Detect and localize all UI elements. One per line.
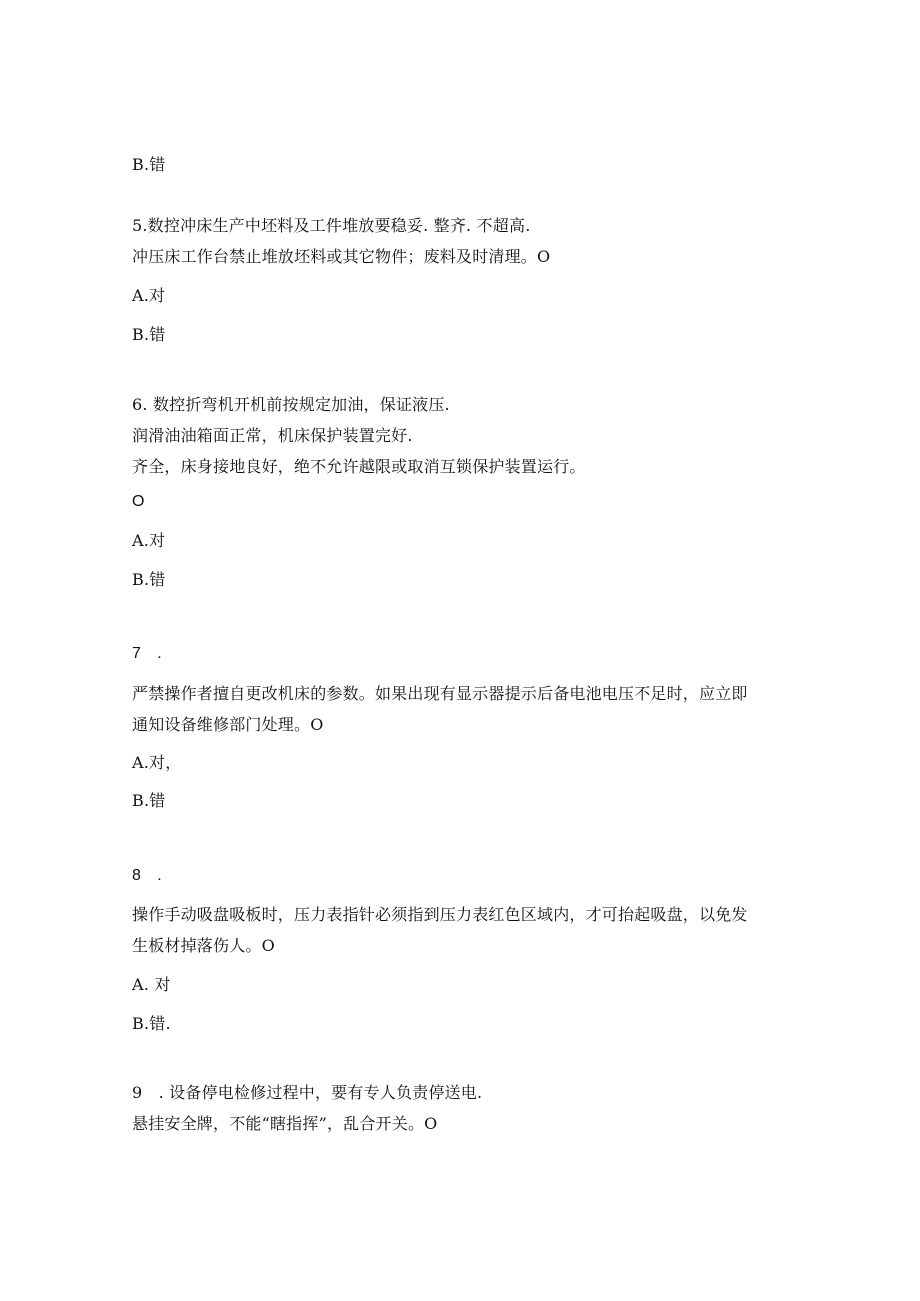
q8-option-b: B.错. — [132, 1014, 171, 1033]
q8-option-a: A. 对 — [132, 975, 171, 994]
q6-option-a: A.对 — [132, 531, 166, 550]
q5-text-line-2: 冲压床工作台禁止堆放坯料或其它物件；废料及时清理。O — [132, 247, 551, 266]
q6-text-line-2: 润滑油油箱面正常，机床保护装置完好. — [132, 426, 413, 445]
q7-text-line-1: 严禁操作者擅自更改机床的参数。如果出现有显示器提示后备电池电压不足时，应立即 — [132, 684, 748, 703]
q9-text-line-1: 9 . 设备停电检修过程中，要有专人负责停送电. — [132, 1083, 483, 1102]
q7-option-a: A.对， — [132, 753, 182, 772]
q5-option-b: B.错 — [132, 325, 166, 344]
q8-text-line-1: 操作手动吸盘吸板时，压力表指针必须指到压力表红色区域内，才可抬起吸盘，以免发 — [132, 905, 748, 924]
q5-text-line-1: 5.数控冲床生产中坯料及工件堆放要稳妥. 整齐. 不超高. — [132, 216, 531, 235]
q6-text-line-4: O — [132, 493, 145, 510]
q7-option-b: B.错 — [132, 791, 166, 810]
q8-text-line-2: 生板材掉落伤人。O — [132, 936, 275, 955]
q5-option-a: A.对 — [132, 286, 166, 305]
q4-option-b: B.错 — [132, 155, 166, 174]
q7-text-line-2: 通知设备维修部门处理。O — [132, 715, 324, 734]
q6-text-line-1: 6. 数控折弯机开机前按规定加油，保证液压. — [132, 395, 450, 414]
q8-number: 8 . — [132, 867, 162, 884]
q9-text-line-2: 悬挂安全牌，不能“瞎指挥”，乱合开关。O — [132, 1114, 438, 1133]
q6-option-b: B.错 — [132, 570, 166, 589]
q7-number: 7 . — [132, 645, 162, 662]
q6-text-line-3: 齐全，床身接地良好，绝不允许越限或取消互锁保护装置运行。 — [132, 457, 586, 476]
